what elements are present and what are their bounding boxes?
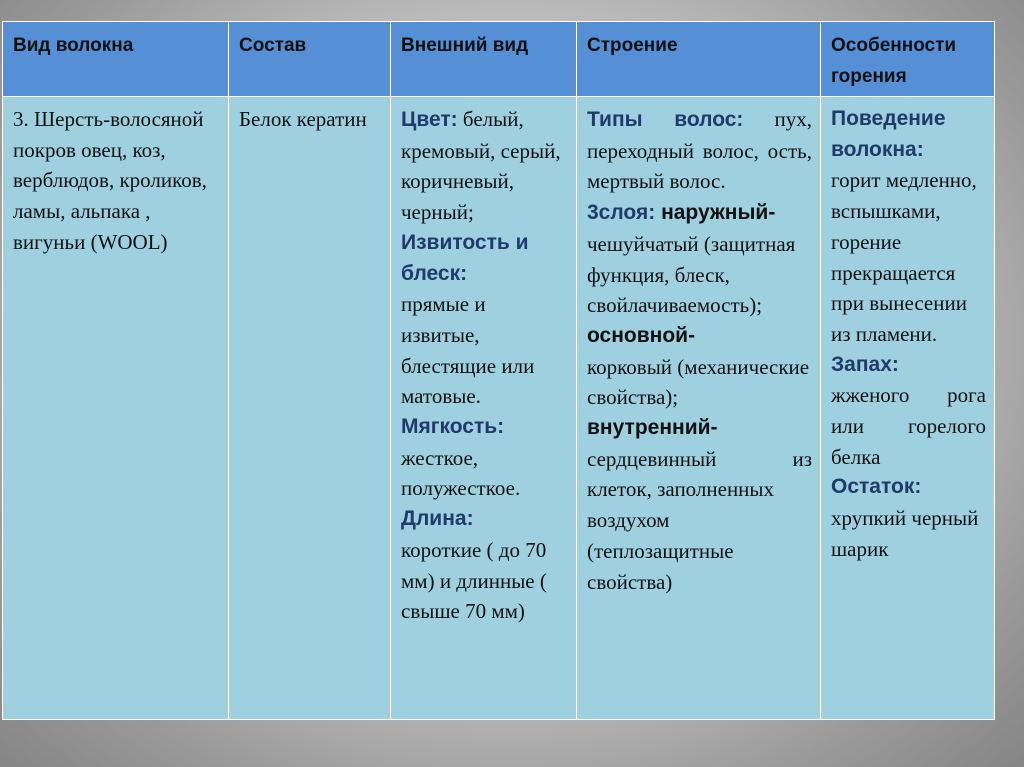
smell-label: Запах: [831, 352, 899, 376]
header-row [3, 22, 995, 97]
layers-label: 3слоя: [587, 201, 656, 225]
softness-label: Мягкость: [401, 415, 505, 439]
inner-layer-text-2: клеток, заполненных воздухом (теплозащитные свойства) [587, 477, 775, 594]
inner-layer-text-1: сердцевинный из [587, 446, 812, 471]
outer-layer-label: наружный- [655, 201, 776, 225]
length-label: Длина: [401, 507, 474, 531]
hair-types-label: Типы волос: [587, 108, 744, 131]
softness-text: жесткое, полужесткое. [401, 445, 521, 501]
color-label: Цвет: [401, 108, 458, 131]
cell-fiber-type: 3. Шерсть-волосяной покров овец, коз, верблюдов, кроликов, ламы, альпака , вигуньи (WOOL) [3, 97, 229, 720]
header-burning: Особенности горения [821, 22, 995, 97]
main-layer-label: основной- [587, 323, 696, 347]
cell-composition: Белок кератин [229, 97, 391, 720]
crimp-label: Извитость и блеск: [401, 230, 529, 285]
inner-layer-label: внутренний- [587, 416, 718, 440]
residue-label: Остаток: [831, 475, 922, 499]
behavior-text: горит медленно, вспышками, горение прекращается при вынесении из пламени. [831, 168, 977, 346]
crimp-text: прямые и извитые, блестящие или матовые. [401, 292, 535, 409]
header-composition: Состав [229, 22, 391, 97]
hair-types [587, 104, 812, 197]
header-structure: Строение [577, 22, 821, 97]
behavior-label: Поведение волокна: [831, 107, 946, 161]
hair-types-text: пух, переходный волос, ость, мертвый волос. [587, 107, 812, 194]
cell-burning [821, 97, 995, 720]
outer-layer-text: чешуйчатый (защитная функция, блеск, свойлачиваемость); [587, 231, 796, 318]
layers [587, 197, 812, 229]
header-appearance: Внешний вид [391, 22, 577, 97]
color-text: белый, кремовый, серый, коричневый, черный; [401, 107, 561, 225]
cell-appearance [391, 97, 577, 720]
fiber-properties-table [2, 21, 995, 720]
length-text: короткие ( до 70 мм) и длинные ( свыше 70 мм) [401, 537, 547, 624]
smell-text: жженого рога или горелого белка [831, 383, 986, 469]
residue-text: хрупкий черный шарик [831, 506, 979, 561]
cell-structure [577, 97, 821, 720]
table-row [3, 97, 995, 720]
header-fiber-type: Вид волокна [3, 22, 229, 97]
main-layer-text: корковый (механические свойства); [587, 354, 810, 410]
